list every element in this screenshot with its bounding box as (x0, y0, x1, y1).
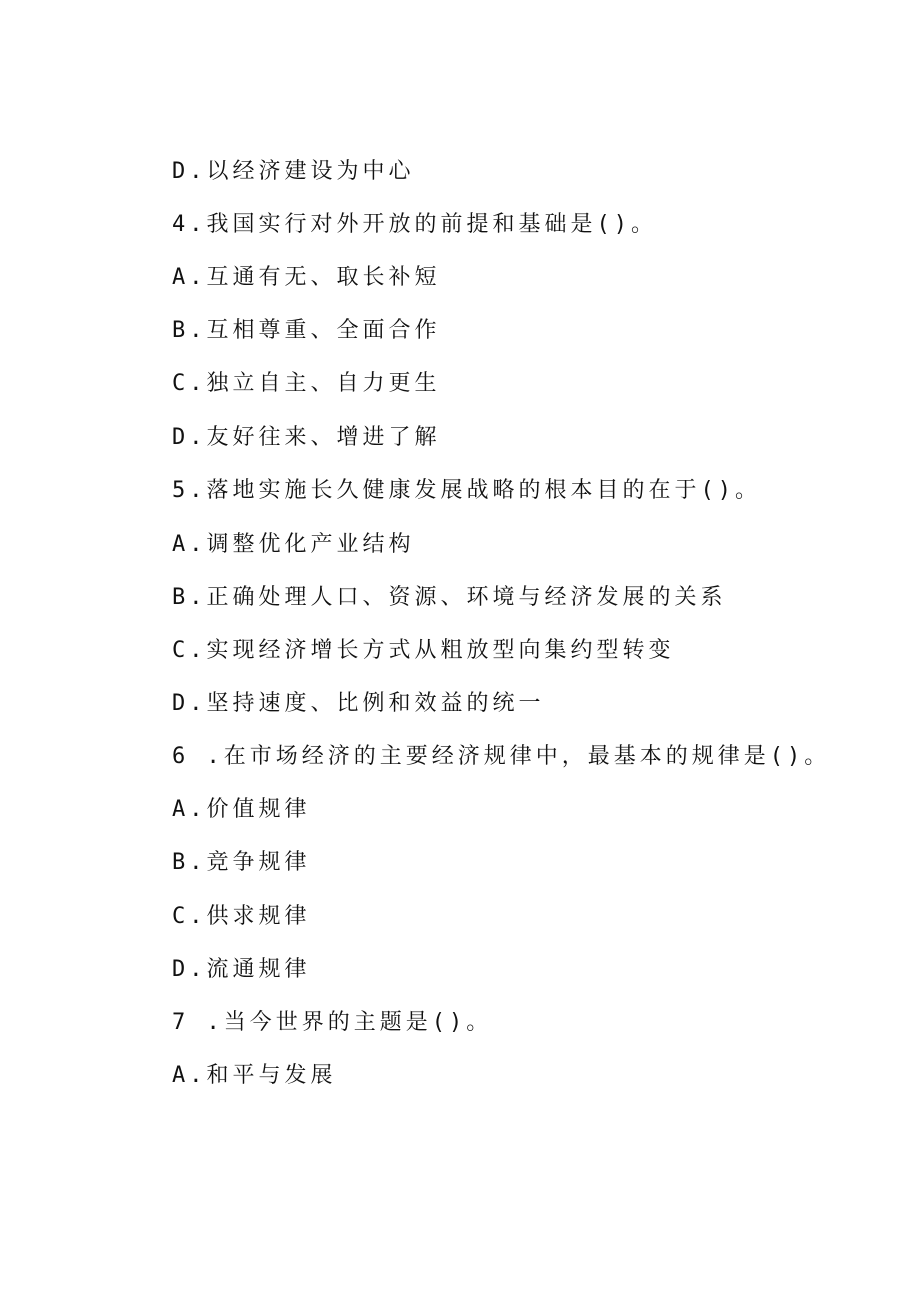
q6-option-b: B.竞争规律 (172, 850, 311, 875)
q5-option-b: B.正确处理人口、资源、环境与经济发展的关系 (172, 585, 727, 610)
q7-option-a: A.和平与发展 (172, 1063, 337, 1088)
question-4: 4.我国实行对外开放的前提和基础是()。 (172, 212, 657, 237)
q6-option-d: D.流通规律 (172, 957, 311, 982)
question-6: 6 .在市场经济的主要经济规律中，最基本的规律是()。 (172, 744, 831, 769)
q5-option-a: A.调整优化产业结构 (172, 532, 415, 557)
q4-option-c: C.独立自主、自力更生 (172, 371, 441, 396)
q4-option-d: D.友好往来、增进了解 (172, 425, 441, 450)
q6-option-a: A.价值规律 (172, 797, 311, 822)
q4-option-a: A.互通有无、取长补短 (172, 265, 441, 290)
q6-option-c: C.供求规律 (172, 904, 311, 929)
question-5: 5.落地实施长久健康发展战略的根本目的在于()。 (172, 478, 761, 503)
q3-option-d: D.以经济建设为中心 (172, 159, 415, 184)
question-7: 7 .当今世界的主题是()。 (172, 1010, 493, 1035)
q5-option-c: C.实现经济增长方式从粗放型向集约型转变 (172, 638, 675, 663)
q4-option-b: B.互相尊重、全面合作 (172, 318, 441, 343)
q5-option-d: D.坚持速度、比例和效益的统一 (172, 691, 545, 716)
